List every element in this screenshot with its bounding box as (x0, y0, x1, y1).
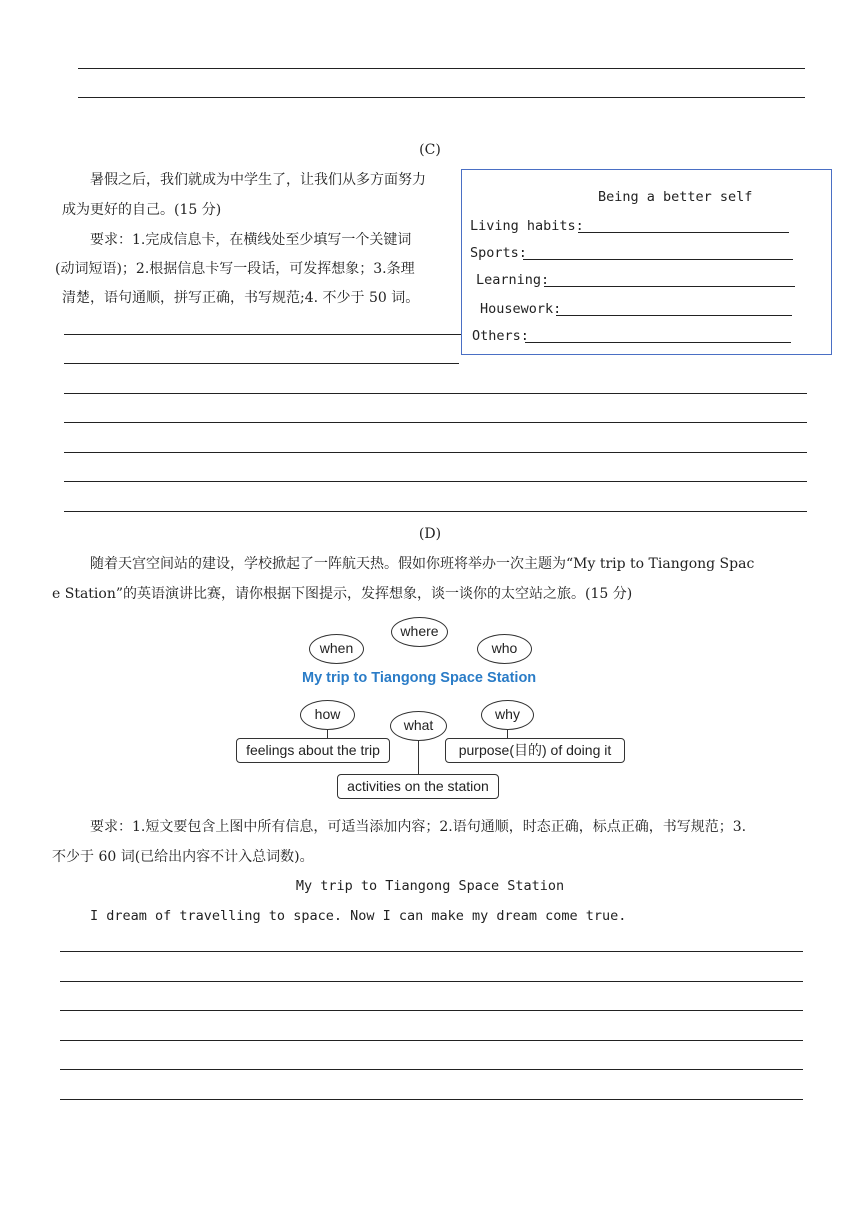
section-d-label: (D) (418, 526, 442, 542)
field-blank-sports[interactable] (523, 259, 793, 260)
answer-line[interactable] (64, 511, 807, 512)
oval-when: when (309, 634, 364, 664)
connector (327, 729, 328, 740)
answer-line[interactable] (64, 393, 807, 394)
answer-line[interactable] (60, 1040, 803, 1041)
answer-line[interactable] (60, 1010, 803, 1011)
answer-line[interactable] (60, 1099, 803, 1100)
section-c-requirements: (动词短语)；2.根据信息卡写一段话，可发挥想象；3.条理 (55, 261, 415, 277)
section-c-label: (C) (419, 142, 441, 158)
mindmap-title: My trip to Tiangong Space Station (302, 670, 537, 686)
section-d-requirements: 不少于 60 词(已给出内容不计入总词数)。 (52, 849, 314, 865)
essay-start: I dream of travelling to space. Now I can make my dream come true. (90, 908, 627, 924)
oval-why: why (481, 700, 534, 730)
answer-line[interactable] (64, 334, 461, 335)
oval-how: how (300, 700, 355, 730)
oval-what: what (390, 711, 447, 741)
section-d-intro: e Station”的英语演讲比赛，请你根据下图提示，发挥想象，谈一谈你的太空站之旅。(15 分) (52, 586, 633, 602)
field-blank-housework[interactable] (556, 315, 792, 316)
field-label-housework: Housework: (480, 301, 562, 317)
field-blank-others[interactable] (525, 342, 791, 343)
box-purpose: purpose(目的) of doing it (445, 738, 625, 763)
section-d-intro: 随着天宫空间站的建设，学校掀起了一阵航天热。假如你班将举办一次主题为“My trip to Tiangong Spac (90, 556, 755, 572)
answer-line[interactable] (60, 1069, 803, 1070)
field-label-sports: Sports: (470, 245, 527, 261)
answer-line[interactable] (78, 68, 805, 69)
field-label-others: Others: (472, 328, 529, 344)
section-c-intro: 成为更好的自己。(15 分) (62, 202, 222, 218)
box-feelings: feelings about the trip (236, 738, 390, 763)
connector (507, 729, 508, 740)
section-c-requirements: 要求：1.完成信息卡，在横线处至少填写一个关键词 (90, 232, 412, 248)
oval-where: where (391, 617, 448, 647)
field-blank-learning[interactable] (544, 286, 795, 287)
section-c-intro: 暑假之后，我们就成为中学生了，让我们从多方面努力 (90, 172, 426, 188)
answer-line[interactable] (64, 481, 807, 482)
section-d-requirements: 要求：1.短文要包含上图中所有信息，可适当添加内容；2.语句通顺，时态正确，标点正确，书写规范；3. (90, 819, 747, 835)
essay-title: My trip to Tiangong Space Station (295, 878, 565, 894)
answer-line[interactable] (64, 363, 459, 364)
answer-line[interactable] (64, 422, 807, 423)
field-label-living-habits: Living habits: (470, 218, 584, 234)
connector (418, 740, 419, 775)
field-blank-living-habits[interactable] (578, 232, 789, 233)
section-c-requirements: 清楚，语句通顺，拼写正确，书写规范;4. 不少于 50 词。 (62, 290, 420, 306)
answer-line[interactable] (78, 97, 805, 98)
answer-line[interactable] (64, 452, 807, 453)
answer-line[interactable] (60, 951, 803, 952)
box-activities: activities on the station (337, 774, 499, 799)
info-card (461, 169, 832, 355)
oval-who: who (477, 634, 532, 664)
field-label-learning: Learning: (476, 272, 550, 288)
info-card-title: Being a better self (598, 189, 753, 205)
answer-line[interactable] (60, 981, 803, 982)
